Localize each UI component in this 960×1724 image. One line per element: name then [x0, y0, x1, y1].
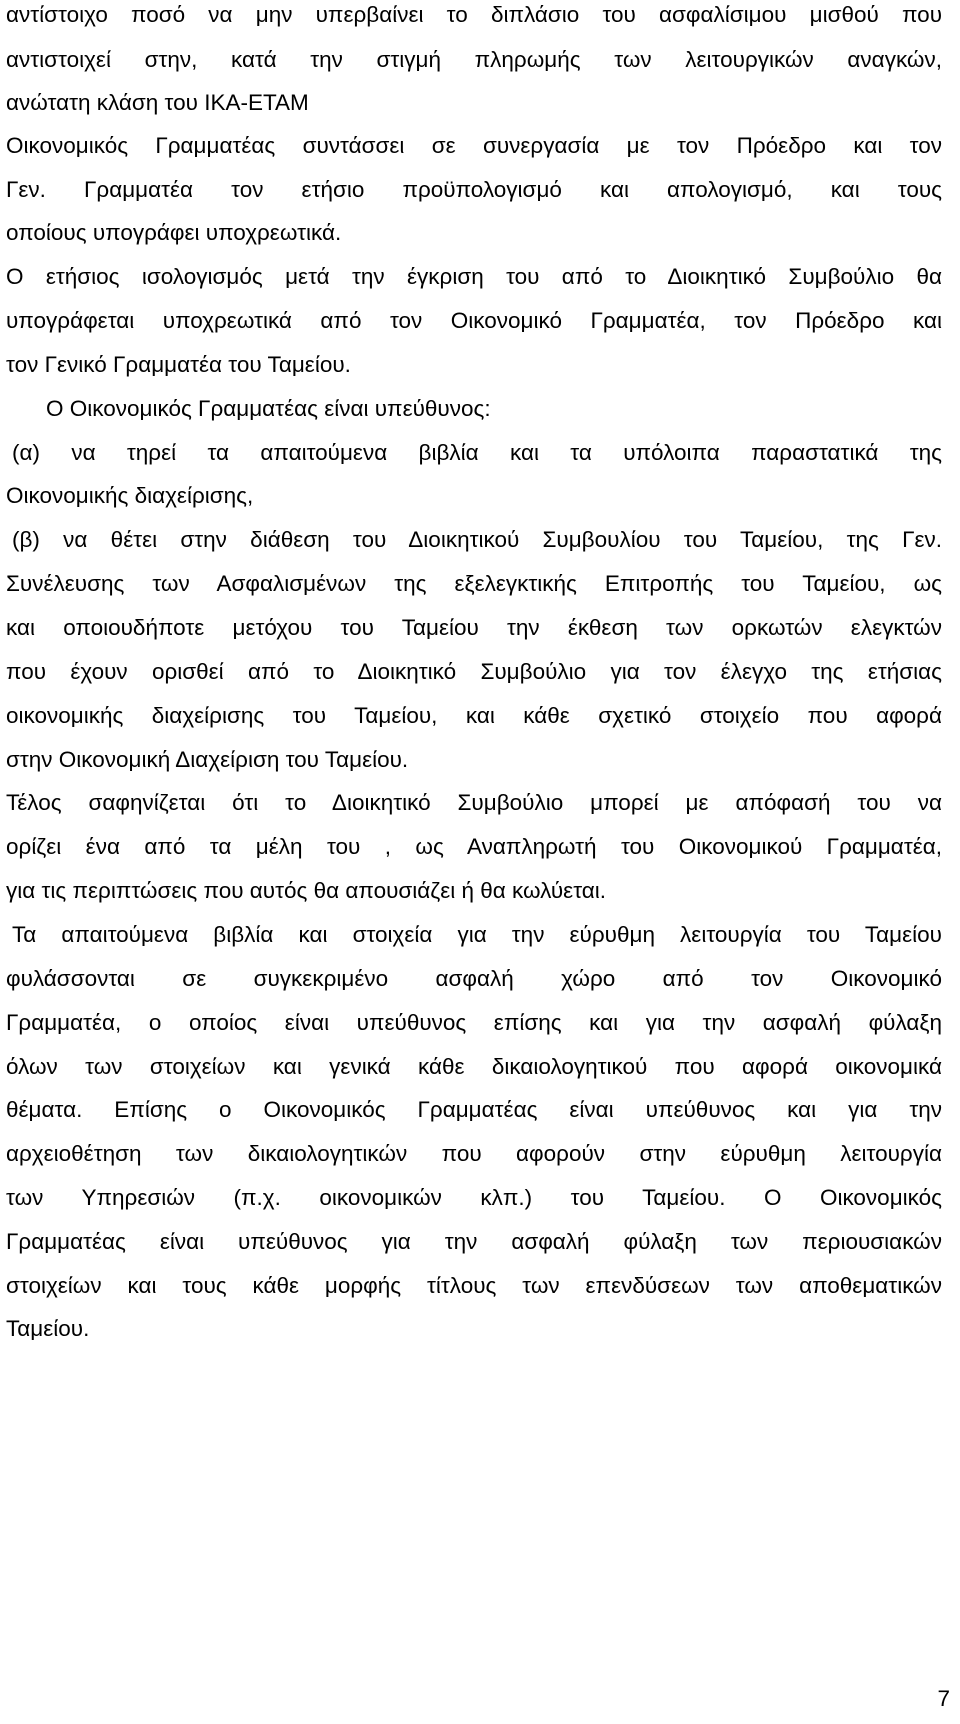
text-line: ορίζει ένα από τα μέλη του , ως Αναπληρωτή του Οικονομικού Γραμματέα, — [6, 834, 942, 859]
text-line: ανώτατη κλάση του ΙΚΑ-ΕΤΑΜ — [6, 90, 309, 115]
text-line: Ταμείου. — [6, 1316, 90, 1341]
text-line: τον Γενικό Γραμματέα του Ταμείου. — [6, 352, 351, 377]
text-line: των Υπηρεσιών (π.χ. οικονομικών κλπ.) του Ταμείου. Ο Οικονομικός — [6, 1185, 942, 1210]
text-line: Οικονομικός Γραμματέας συντάσσει σε συνεργασία με τον Πρόεδρο και τον — [6, 133, 942, 158]
text-line: αντίστοιχο ποσό να μην υπερβαίνει το διπλάσιο του ασφαλίσιμου μισθού που — [6, 2, 942, 27]
text-line: Γεν. Γραμματέα τον ετήσιο προϋπολογισμό και απολογισμό, και τους — [6, 177, 942, 202]
text-line: Οικονομικής διαχείρισης, — [6, 483, 254, 508]
text-line: οικονομικής διαχείρισης του Ταμείου, και κάθε σχετικό στοιχείο που αφορά — [6, 703, 942, 728]
text-line: Γραμματέας είναι υπεύθυνος για την ασφαλή φύλαξη των περιουσιακών — [6, 1229, 942, 1254]
text-line: που έχουν ορισθεί από το Διοικητικό Συμβούλιο για τον έλεγχο της ετήσιας — [6, 659, 942, 684]
text-line: (β) να θέτει στην διάθεση του Διοικητικού Συμβουλίου του Ταμείου, της Γεν. — [12, 527, 942, 552]
text-line: Ο Οικονομικός Γραμματέας είναι υπεύθυνος: — [46, 396, 491, 421]
text-line: στοιχείων και τους κάθε μορφής τίτλους των επενδύσεων των αποθεματικών — [6, 1273, 942, 1298]
text-line: αντιστοιχεί στην, κατά την στιγμή πληρωμής των λειτουργικών αναγκών, — [6, 47, 942, 72]
text-line: για τις περιπτώσεις που αυτός θα απουσιάζει ή θα κωλύεται. — [6, 878, 607, 903]
text-line: Γραμματέα, ο οποίος είναι υπεύθυνος επίσης και για την ασφαλή φύλαξη — [6, 1010, 942, 1035]
text-line: φυλάσσονται σε συγκεκριμένο ασφαλή χώρο από τον Οικονομικό — [6, 966, 942, 991]
text-line: υπογράφεται υποχρεωτικά από τον Οικονομικό Γραμματέα, τον Πρόεδρο και — [6, 308, 942, 333]
page-number: 7 — [937, 1686, 950, 1711]
text-line: Τέλος σαφηνίζεται ότι το Διοικητικό Συμβούλιο μπορεί με απόφασή του να — [6, 790, 942, 815]
text-line: (α) να τηρεί τα απαιτούμενα βιβλία και τα υπόλοιπα παραστατικά της — [12, 440, 942, 465]
text-line: αρχειοθέτηση των δικαιολογητικών που αφορούν στην εύρυθμη λειτουργία — [6, 1141, 942, 1166]
text-line: Τα απαιτούμενα βιβλία και στοιχεία για την εύρυθμη λειτουργία του Ταμείου — [12, 922, 942, 947]
text-line: θέματα. Επίσης ο Οικονομικός Γραμματέας είναι υπεύθυνος και για την — [6, 1097, 942, 1122]
text-line: Συνέλευσης των Ασφαλισμένων της εξελεγκτικής Επιτροπής του Ταμείου, ως — [6, 571, 942, 596]
text-line: στην Οικονομική Διαχείριση του Ταμείου. — [6, 747, 409, 772]
text-line: και οποιουδήποτε μετόχου του Ταμείου την έκθεση των ορκωτών ελεγκτών — [6, 615, 942, 640]
text-line: οποίους υπογράφει υποχρεωτικά. — [6, 220, 342, 245]
text-line: Ο ετήσιος ισολογισμός μετά την έγκριση του από το Διοικητικό Συμβούλιο θα — [6, 264, 942, 289]
text-line: όλων των στοιχείων και γενικά κάθε δικαιολογητικού που αφορά οικονομικά — [6, 1054, 942, 1079]
